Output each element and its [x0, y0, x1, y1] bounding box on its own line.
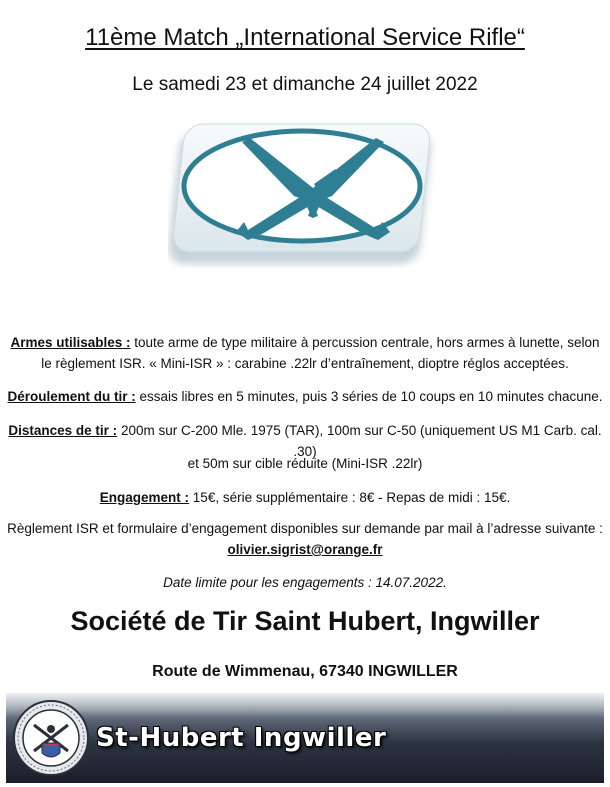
- weapons-paragraph: [6, 332, 604, 374]
- distances-paragraph-2: et 50m sur cible réduite (Mini-ISR .22lr): [187, 456, 423, 471]
- contact-email-link[interactable]: olivier.sigrist@orange.fr: [227, 542, 383, 557]
- banner-title: St-Hubert Ingwiller: [96, 723, 387, 753]
- club-seal-icon: [12, 699, 90, 777]
- distances-label: Distances de tir :: [8, 423, 118, 438]
- fee-paragraph: [6, 487, 604, 508]
- weapons-text: toute arme de type militaire à percussion centrale, hors armes à lunette, selon le règlement ISR. « Mini-ISR » : carabine .22lr d’entraînement, dioptre réglos acceptées.: [41, 335, 600, 371]
- course-text: essais libres en 5 minutes, puis 3 séries de 10 coups en 10 minutes chacune.: [139, 389, 603, 404]
- event-dates: Le samedi 23 et dimanche 24 juillet 2022: [132, 74, 478, 95]
- deadline-text: Date limite pour les engagements : 14.07.2022.: [163, 575, 447, 590]
- weapons-label: Armes utilisables :: [10, 335, 131, 350]
- event-title: 11ème Match „International Service Rifle“: [85, 24, 525, 51]
- rules-paragraph: Règlement ISR et formulaire d’engagement disponibles sur demande par mail à l’adresse suivante :: [7, 521, 603, 536]
- course-label: Déroulement du tir :: [7, 389, 136, 404]
- club-banner: [6, 693, 604, 783]
- crossed-rifles-logo: [168, 118, 442, 268]
- course-paragraph: [6, 386, 604, 407]
- distances-text: 200m sur C-200 Mle. 1975 (TAR), 100m sur C-50 (uniquement US M1 Carb. cal. .30): [120, 423, 602, 459]
- club-name: Société de Tir Saint Hubert, Ingwiller: [70, 606, 540, 636]
- fee-text: 15€, série supplémentaire : 8€ - Repas de midi : 15€.: [192, 490, 511, 505]
- club-address: Route de Wimmenau, 67340 INGWILLER: [152, 663, 458, 680]
- fee-label: Engagement :: [99, 490, 190, 505]
